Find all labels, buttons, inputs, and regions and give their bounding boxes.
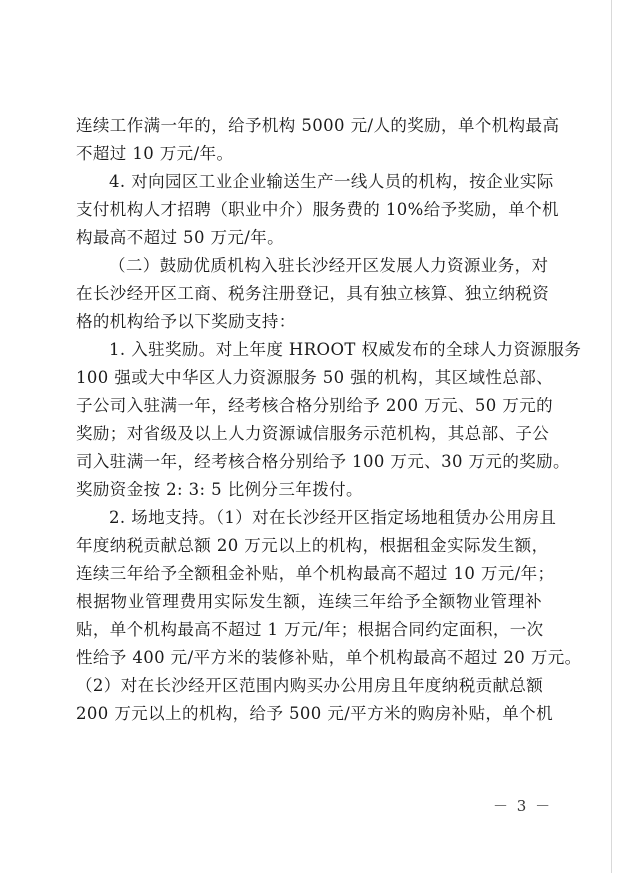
text-line: 年度纳税贡献总额 20 万元以上的机构，根据租金实际发生额， bbox=[76, 536, 549, 555]
body-text bbox=[76, 112, 582, 728]
text-line: 构最高不超过 50 万元/年。 bbox=[76, 228, 285, 247]
text-line: 贴，单个机构最高不超过 1 万元/年；根据合同约定面积，一次 bbox=[76, 620, 544, 639]
text-line: 子公司入驻满一年，经考核合格分别给予 200 万元、50 万元的 bbox=[76, 396, 554, 415]
text-line: 连续三年给予全额租金补贴，单个机构最高不超过 10 万元/年； bbox=[76, 564, 555, 583]
text-line: 奖励；对省级及以上人力资源诚信服务示范机构，其总部、子公 bbox=[76, 424, 550, 443]
text-line: 不超过 10 万元/年。 bbox=[76, 144, 234, 163]
text-line: 奖励资金按 2: 3: 5 比例分三年拨付。 bbox=[76, 480, 363, 499]
text-line: 支付机构人才招聘（职业中介）服务费的 10%给予奖励，单个机 bbox=[76, 200, 559, 219]
text-line: （二）鼓励优质机构入驻长沙经开区发展人力资源业务，对 bbox=[109, 256, 549, 275]
text-line: 在长沙经开区工商、税务注册登记，具有独立核算、独立纳税资 bbox=[76, 284, 550, 303]
text-line: （2）对在长沙经开区范围内购买办公用房且年度纳税贡献总额 bbox=[76, 676, 544, 695]
text-line: 100 强或大中华区人力资源服务 50 强的机构，其区域性总部、 bbox=[76, 368, 554, 387]
text-line: 200 万元以上的机构，给予 500 元/平方米的购房补贴，单个机 bbox=[76, 704, 553, 723]
text-line: 1. 入驻奖励。对上年度 HROOT 权威发布的全球人力资源服务 bbox=[109, 340, 582, 359]
text-line: 根据物业管理费用实际发生额，连续三年给予全额物业管理补 bbox=[76, 592, 542, 611]
text-line: 4. 对向园区工业企业输送生产一线人员的机构，按企业实际 bbox=[109, 172, 554, 191]
text-line: 性给予 400 元/平方米的装修补贴，单个机构最高不超过 20 万元。 bbox=[76, 648, 582, 667]
text-line: 格的机构给予以下奖励支持： bbox=[76, 312, 296, 331]
page-edge-line bbox=[611, 0, 612, 873]
text-line: 司入驻满一年，经考核合格分别给予 100 万元、30 万元的奖励。 bbox=[76, 452, 570, 471]
text-line: 2. 场地支持。（1）对在长沙经开区指定场地租赁办公用房且 bbox=[109, 508, 557, 527]
text-line: 连续工作满一年的，给予机构 5000 元/人的奖励，单个机构最高 bbox=[76, 116, 560, 135]
page-number: － 3 － bbox=[493, 797, 553, 815]
